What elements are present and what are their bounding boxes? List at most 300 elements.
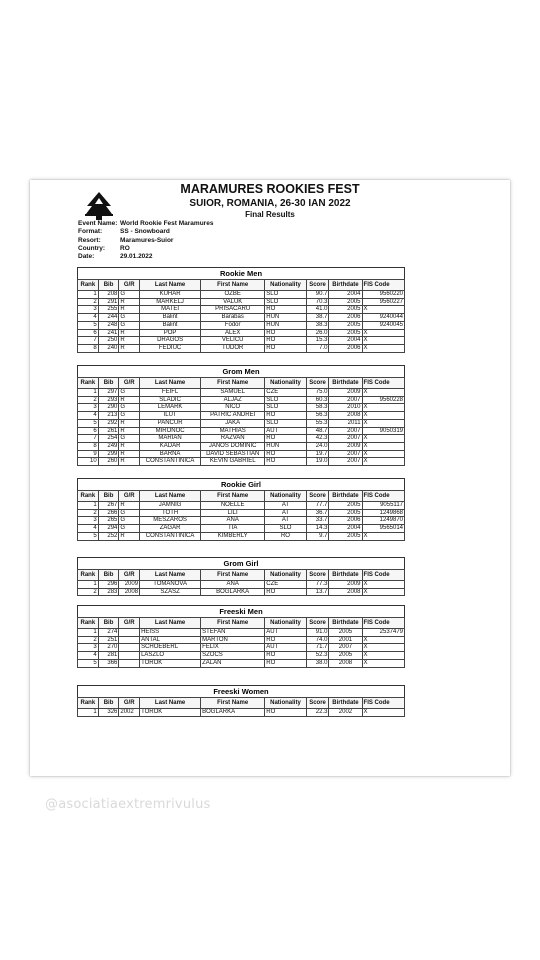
results-sheet	[30, 180, 510, 776]
table-cell: 5	[78, 659, 99, 667]
table-cell: R	[119, 532, 140, 540]
table-cell: 244	[98, 314, 119, 322]
table-cell: 9560220	[362, 291, 404, 299]
table-cell: G	[119, 321, 140, 329]
table-cell: 9560227	[362, 298, 404, 306]
column-header: Bib	[98, 378, 119, 389]
table-cell: R	[119, 419, 140, 427]
table-cell: 1	[78, 389, 99, 397]
table-row	[78, 396, 405, 404]
table-cell: X	[362, 709, 404, 717]
table-cell	[119, 659, 140, 667]
table-cell: CZE	[265, 389, 306, 397]
column-header: Rank	[78, 491, 99, 502]
table-cell: 75.0	[306, 389, 329, 397]
table-cell: 294	[98, 525, 119, 533]
table-cell: 297	[98, 389, 119, 397]
table-cell: 2008	[329, 412, 362, 420]
table-cell: 9055117	[362, 502, 404, 510]
table-cell: 2005	[329, 652, 362, 660]
table-cell: MARTON	[201, 636, 265, 644]
table-cell: TOTH	[140, 509, 201, 517]
table-cell: 60.3	[306, 396, 329, 404]
table-cell: MARKELJ	[140, 298, 201, 306]
table-cell: RO	[265, 532, 306, 540]
table-cell: 2005	[329, 532, 362, 540]
table-cell: PRISACARU	[201, 306, 265, 314]
table-row	[78, 709, 405, 717]
table-cell: 2005	[329, 502, 362, 510]
table-cell: 9240045	[362, 321, 404, 329]
table-cell: RO	[265, 709, 306, 717]
table-row	[78, 581, 405, 589]
table-cell: MATEI	[140, 306, 201, 314]
table-cell	[119, 629, 140, 637]
column-header: Birthdate	[329, 698, 362, 709]
table-cell: 1	[78, 709, 99, 717]
table-cell: X	[362, 581, 404, 589]
table-row	[78, 509, 405, 517]
table-cell: X	[362, 344, 404, 352]
table-header-row	[78, 618, 405, 629]
meta-row: Format: SS - Snowboard	[78, 228, 170, 236]
table-cell: 3	[78, 306, 99, 314]
table-cell: G	[119, 389, 140, 397]
column-header: Rank	[78, 698, 99, 709]
results-table	[77, 267, 405, 353]
table-cell: 5	[78, 321, 99, 329]
table-cell: RO	[265, 329, 306, 337]
table-cell: TOROK	[140, 709, 201, 717]
column-header: Nationality	[265, 570, 306, 581]
table-title: Rookie Men	[77, 267, 405, 279]
column-header: Nationality	[265, 280, 306, 291]
column-header: Score	[306, 280, 329, 291]
table-cell: 2005	[329, 329, 362, 337]
table-cell: R	[119, 442, 140, 450]
table-cell: 1	[78, 629, 99, 637]
table-cell: 2005	[329, 321, 362, 329]
table-cell: HUN	[265, 321, 306, 329]
table-cell: 2005	[329, 509, 362, 517]
table-row	[78, 636, 405, 644]
column-header: Rank	[78, 570, 99, 581]
table-cell: G	[119, 412, 140, 420]
table-cell: 91.0	[306, 629, 329, 637]
meta-row: Resort: Maramures-Suior	[78, 236, 174, 244]
table-title: Rookie Girl	[77, 478, 405, 490]
table-cell: 2007	[329, 458, 362, 466]
table-cell	[119, 636, 140, 644]
table-header-row	[78, 491, 405, 502]
table-cell: 2	[78, 396, 99, 404]
table-cell: 2537479	[362, 629, 404, 637]
column-header: Bib	[98, 618, 119, 629]
table-cell: 3	[78, 644, 99, 652]
results-grid	[77, 697, 405, 717]
table-cell: 254	[98, 435, 119, 443]
table-cell: 19.7	[306, 450, 329, 458]
table-cell: RO	[265, 337, 306, 345]
table-cell: X	[362, 636, 404, 644]
table-cell: NOELLE	[201, 502, 265, 510]
table-title: Freeski Men	[77, 605, 405, 617]
results-table	[77, 557, 405, 596]
column-header: Score	[306, 618, 329, 629]
table-cell	[119, 652, 140, 660]
results-grid	[77, 377, 405, 466]
table-cell: 2009	[329, 581, 362, 589]
table-cell: X	[362, 532, 404, 540]
column-header: Last Name	[140, 491, 201, 502]
table-cell: HEISS	[140, 629, 201, 637]
table-cell: 2010	[329, 404, 362, 412]
table-cell: SLADIC	[140, 396, 201, 404]
table-cell: 13.7	[306, 588, 329, 596]
column-header: FIS Code	[362, 280, 404, 291]
table-row	[78, 652, 405, 660]
table-cell: KUHAR	[140, 291, 201, 299]
table-cell: 7.0	[306, 344, 329, 352]
table-header-row	[78, 280, 405, 291]
table-cell: 2004	[329, 525, 362, 533]
table-cell: 240	[98, 344, 119, 352]
table-cell: 5	[78, 419, 99, 427]
table-row	[78, 306, 405, 314]
table-cell: MESZAROS	[140, 517, 201, 525]
table-cell: RO	[265, 659, 306, 667]
table-cell: 274	[98, 629, 119, 637]
table-cell: 2004	[329, 337, 362, 345]
table-cell: X	[362, 450, 404, 458]
table-cell: SZASZ	[140, 588, 201, 596]
event-title: MARAMURES ROOKIES FEST	[180, 182, 360, 196]
table-cell: 1249870	[362, 517, 404, 525]
table-cell: 8	[78, 442, 99, 450]
table-cell: AUT	[265, 629, 306, 637]
table-cell: RO	[265, 458, 306, 466]
table-cell: 4	[78, 412, 99, 420]
table-cell: 1	[78, 502, 99, 510]
table-cell: 267	[98, 502, 119, 510]
table-cell: 2005	[329, 306, 362, 314]
table-row	[78, 404, 405, 412]
table-cell: 2	[78, 509, 99, 517]
column-header: First Name	[201, 698, 265, 709]
table-cell: STEFAN	[201, 629, 265, 637]
table-cell: 2	[78, 636, 99, 644]
table-row	[78, 588, 405, 596]
table-cell: FEIFL	[140, 389, 201, 397]
table-cell: 48.7	[306, 427, 329, 435]
table-row	[78, 442, 405, 450]
results-subtitle: Final Results	[245, 210, 295, 219]
meta-row: Date: 29.01.2022	[78, 253, 153, 261]
table-cell: BARNA	[140, 450, 201, 458]
table-cell: CONSTANTINICA	[140, 532, 201, 540]
table-cell: 261	[98, 427, 119, 435]
table-cell: Balint	[140, 314, 201, 322]
table-cell: X	[362, 419, 404, 427]
column-header: Rank	[78, 378, 99, 389]
column-header: G/R	[119, 491, 140, 502]
table-cell: CONSTANTINICA	[140, 458, 201, 466]
table-cell: 3	[78, 517, 99, 525]
table-title: Freeski Women	[77, 685, 405, 697]
table-cell: 208	[98, 291, 119, 299]
table-cell: CZE	[265, 581, 306, 589]
column-header: Nationality	[265, 618, 306, 629]
table-row	[78, 329, 405, 337]
event-meta	[78, 220, 213, 261]
results-grid	[77, 617, 405, 668]
column-header: Rank	[78, 618, 99, 629]
table-cell: JAMNIG	[140, 502, 201, 510]
table-cell: 22.3	[306, 709, 329, 717]
table-cell: G	[119, 291, 140, 299]
table-cell: 2001	[329, 636, 362, 644]
table-title: Grom Men	[77, 365, 405, 377]
table-cell: 4	[78, 314, 99, 322]
table-cell: TUDOR	[201, 344, 265, 352]
table-cell: 74.0	[306, 636, 329, 644]
results-grid	[77, 490, 405, 541]
table-cell: TIA	[201, 525, 265, 533]
table-cell: 55.3	[306, 419, 329, 427]
meta-row: Event Name: World Rookie Fest Maramures	[78, 220, 214, 227]
table-cell: X	[362, 442, 404, 450]
table-cell: 249	[98, 442, 119, 450]
table-cell: Balint	[140, 321, 201, 329]
table-cell: 1	[78, 581, 99, 589]
table-cell: SLO	[265, 419, 306, 427]
table-cell: 90.7	[306, 291, 329, 299]
column-header: First Name	[201, 570, 265, 581]
table-cell: KIMBERLY	[201, 532, 265, 540]
table-cell: 241	[98, 329, 119, 337]
table-cell: 291	[98, 298, 119, 306]
table-cell: 266	[98, 509, 119, 517]
table-cell: 2009	[329, 442, 362, 450]
table-cell: 296	[98, 581, 119, 589]
table-cell: SLO	[265, 291, 306, 299]
table-cell: BOGLARKA	[201, 709, 265, 717]
column-header: First Name	[201, 280, 265, 291]
table-cell: FELIX	[201, 644, 265, 652]
table-cell: 6	[78, 427, 99, 435]
table-row	[78, 435, 405, 443]
table-cell: 9565014	[362, 525, 404, 533]
table-cell: 70.3	[306, 298, 329, 306]
table-cell: LEMARK	[140, 404, 201, 412]
column-header: G/R	[119, 698, 140, 709]
table-row	[78, 502, 405, 510]
results-table	[77, 685, 405, 717]
table-cell: 283	[98, 588, 119, 596]
table-cell: 38.3	[306, 321, 329, 329]
table-cell: 2002	[119, 709, 140, 717]
table-row	[78, 298, 405, 306]
table-cell: DAVID SEBASTIAN	[201, 450, 265, 458]
table-cell: RO	[265, 306, 306, 314]
table-cell: 4	[78, 652, 99, 660]
table-row	[78, 291, 405, 299]
table-cell: FEDIUC	[140, 344, 201, 352]
table-cell: G	[119, 525, 140, 533]
table-cell: 2009	[329, 389, 362, 397]
table-cell: ANTAL	[140, 636, 201, 644]
table-cell: MIRONOC	[140, 427, 201, 435]
table-row	[78, 629, 405, 637]
column-header: G/R	[119, 378, 140, 389]
table-cell: 38.7	[306, 314, 329, 322]
column-header: Score	[306, 570, 329, 581]
table-cell: RO	[265, 652, 306, 660]
table-cell: RO	[265, 588, 306, 596]
column-header: FIS Code	[362, 698, 404, 709]
column-header: FIS Code	[362, 378, 404, 389]
column-header: Last Name	[140, 570, 201, 581]
table-cell: 77.3	[306, 581, 329, 589]
column-header: Birthdate	[329, 570, 362, 581]
results-grid	[77, 279, 405, 353]
table-cell: G	[119, 314, 140, 322]
table-row	[78, 321, 405, 329]
table-cell: G	[119, 517, 140, 525]
table-cell: 56.3	[306, 412, 329, 420]
table-cell: 10	[78, 458, 99, 466]
table-cell: Fodor	[201, 321, 265, 329]
table-cell: X	[362, 659, 404, 667]
table-cell: RO	[265, 344, 306, 352]
table-cell: 36.7	[306, 509, 329, 517]
column-header: Birthdate	[329, 378, 362, 389]
table-cell: HUN	[265, 314, 306, 322]
table-cell: R	[119, 502, 140, 510]
table-header-row	[78, 570, 405, 581]
column-header: G/R	[119, 570, 140, 581]
table-cell: ZAGAR	[140, 525, 201, 533]
table-cell: 77.7	[306, 502, 329, 510]
table-cell: 1249868	[362, 509, 404, 517]
table-row	[78, 344, 405, 352]
table-cell: 2004	[329, 291, 362, 299]
table-row	[78, 314, 405, 322]
table-cell: 52.3	[306, 652, 329, 660]
column-header: Nationality	[265, 491, 306, 502]
table-row	[78, 659, 405, 667]
table-cell: 270	[98, 644, 119, 652]
table-cell: 2006	[329, 517, 362, 525]
table-cell: PATRIC ANDREI	[201, 412, 265, 420]
table-cell: R	[119, 396, 140, 404]
table-cell: ALEX	[201, 329, 265, 337]
meta-row: Country: RO	[78, 244, 130, 252]
table-cell: 2007	[329, 427, 362, 435]
table-cell: 2002	[329, 709, 362, 717]
table-cell: 293	[98, 396, 119, 404]
table-cell: NICO	[201, 404, 265, 412]
table-cell: 281	[98, 652, 119, 660]
column-header: G/R	[119, 618, 140, 629]
table-row	[78, 419, 405, 427]
table-cell: 260	[98, 458, 119, 466]
column-header: Birthdate	[329, 280, 362, 291]
table-row	[78, 427, 405, 435]
table-cell: 2	[78, 588, 99, 596]
table-cell: 2008	[329, 588, 362, 596]
column-header: Score	[306, 491, 329, 502]
table-cell: 9240044	[362, 314, 404, 322]
table-cell: X	[362, 652, 404, 660]
table-cell: 2006	[329, 314, 362, 322]
table-cell: 26.0	[306, 329, 329, 337]
table-row	[78, 525, 405, 533]
table-cell: 6	[78, 329, 99, 337]
table-cell: X	[362, 404, 404, 412]
table-cell: R	[119, 450, 140, 458]
column-header: FIS Code	[362, 491, 404, 502]
column-header: First Name	[201, 378, 265, 389]
column-header: Score	[306, 378, 329, 389]
results-grid	[77, 569, 405, 596]
table-cell: JANOS DOMINIC	[201, 442, 265, 450]
table-cell: 9560228	[362, 396, 404, 404]
table-cell: 7	[78, 337, 99, 345]
table-cell: 299	[98, 450, 119, 458]
event-location: SUIOR, ROMANIA, 26-30 IAN 2022	[189, 198, 351, 209]
table-cell: 2007	[329, 396, 362, 404]
column-header: Rank	[78, 280, 99, 291]
column-header: First Name	[201, 618, 265, 629]
table-row	[78, 337, 405, 345]
column-header: Bib	[98, 698, 119, 709]
column-header: Last Name	[140, 618, 201, 629]
table-cell: SLO	[265, 298, 306, 306]
table-cell: 248	[98, 321, 119, 329]
table-cell: 2	[78, 298, 99, 306]
table-cell: AT	[265, 509, 306, 517]
table-cell: VALUK	[201, 298, 265, 306]
table-cell: SAMUEL	[201, 389, 265, 397]
table-cell: 2005	[329, 629, 362, 637]
table-cell: X	[362, 306, 404, 314]
results-table	[77, 605, 405, 668]
table-cell: G	[119, 404, 140, 412]
column-header: Bib	[98, 280, 119, 291]
table-cell: 2007	[329, 435, 362, 443]
column-header: G/R	[119, 280, 140, 291]
table-cell: AUT	[265, 644, 306, 652]
table-cell: 252	[98, 532, 119, 540]
table-cell: KADAR	[140, 442, 201, 450]
table-cell: 71.7	[306, 644, 329, 652]
table-cell: X	[362, 412, 404, 420]
column-header: Score	[306, 698, 329, 709]
table-cell: SCHOEBERL	[140, 644, 201, 652]
table-cell: R	[119, 337, 140, 345]
table-row	[78, 517, 405, 525]
table-cell: 2005	[329, 298, 362, 306]
table-cell: 2011	[329, 419, 362, 427]
table-cell: 2008	[119, 588, 140, 596]
table-cell: 2006	[329, 344, 362, 352]
table-cell: 58.3	[306, 404, 329, 412]
table-cell: 9	[78, 450, 99, 458]
table-row	[78, 450, 405, 458]
table-header-row	[78, 698, 405, 709]
table-row	[78, 532, 405, 540]
